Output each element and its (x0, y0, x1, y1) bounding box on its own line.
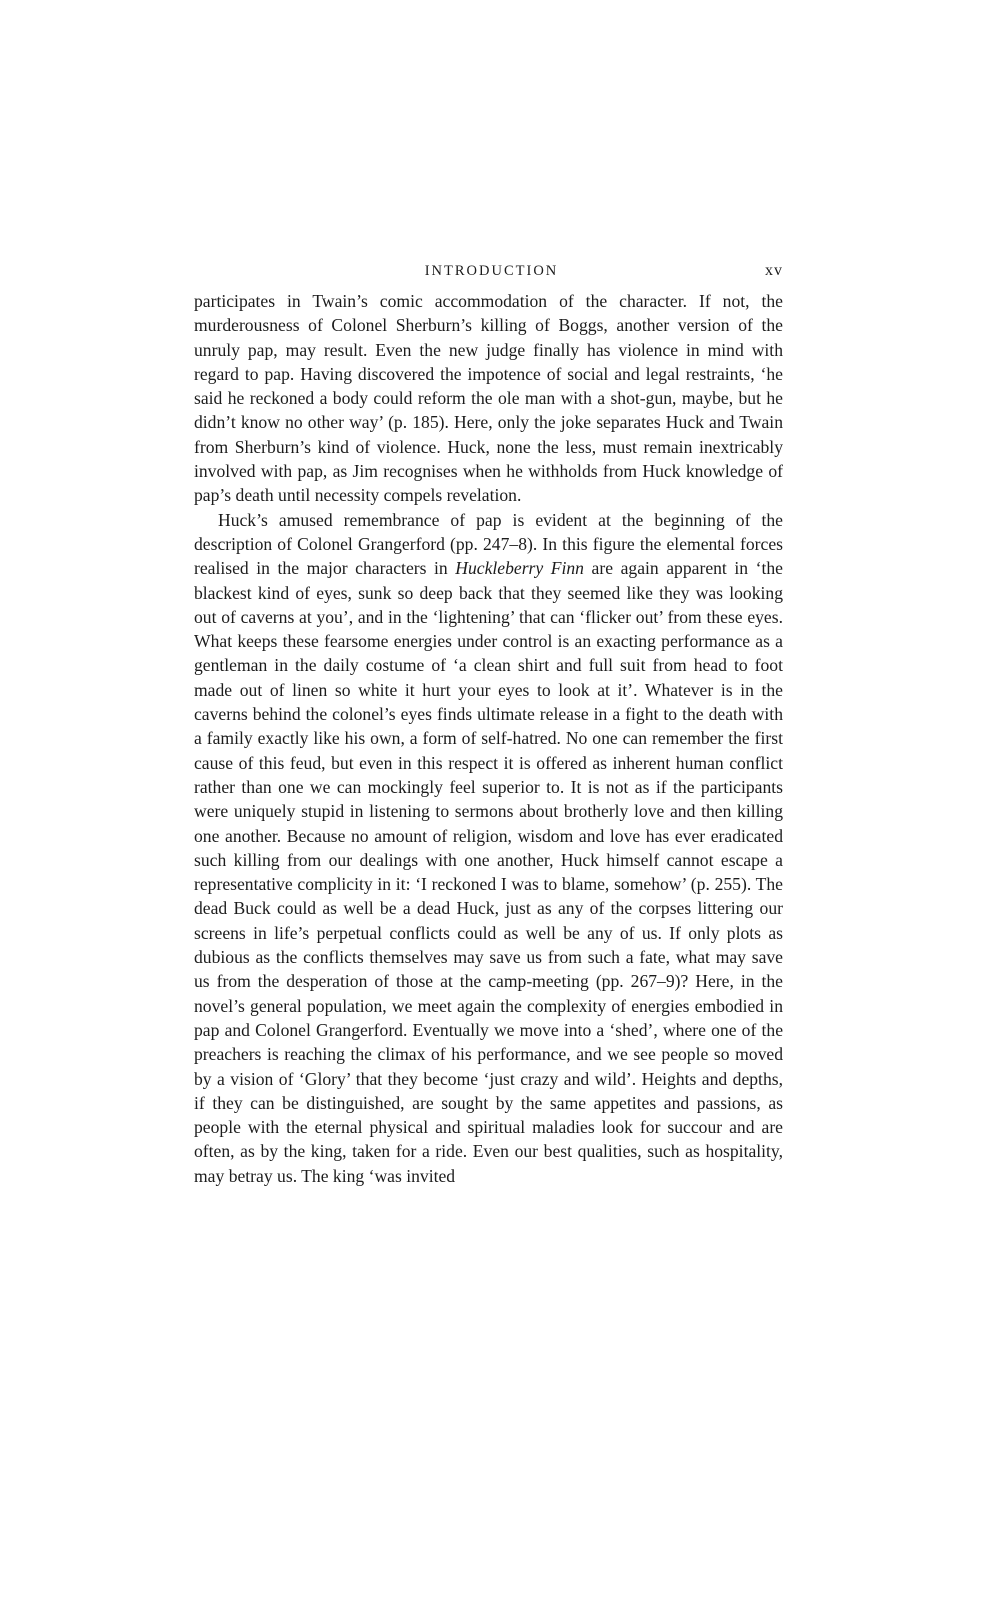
running-head (194, 260, 783, 282)
body-text (194, 289, 783, 1188)
paragraph-2 (194, 508, 783, 1188)
page-number: xv (765, 262, 783, 279)
running-head-title: INTRODUCTION (424, 263, 559, 279)
paragraph-2-part-1: Huck’s amused remembrance of pap is evident at the beginning of the description of Colonel Grangerford (pp. 247–8). In this figure the elemental forces realised in the major characters in (194, 509, 783, 579)
paragraph-1: participates in Twain’s comic accommodation of the character. If not, the murderousness of Colonel Sherburn’s killing of Boggs, another version of the unruly pap, may result. Even the new judge finally has violence in mind with regard to pap. Having discovered the impotence of social and legal restraints, ‘he said he reckoned a body could reform the ole man with a shot-gun, maybe, but he didn’t know no other way’ (p. 185). Here, only the joke separates Huck and Twain from Sherburn’s kind of violence. Huck, none the less, must remain inextricably involved with pap, as Jim recognises when he withholds from Huck knowledge of pap’s death until necessity compels revelation. (194, 291, 783, 506)
paragraph-2-part-2: are again apparent in ‘the blackest kind of eyes, sunk so deep back that they seemed like they was looking out of caverns at you’, and in the ‘lightening’ that can ‘flicker out’ from these eyes. What keeps these fearsome energies under control is an exacting performance as a gentleman in the daily costume of ‘a clean shirt and full suit from head to foot made out of linen so white it hurt your eyes to look at it’. Whatever is in the caverns behind the colonel’s eyes finds ultimate release in a fight to the death with a family exactly like his own, a form of self-hatred. No one can remember the first cause of this feud, but even in this respect it is offered as inherent human conflict rather than one we can mockingly feel superior to. It is not as if the participants were uniquely stupid in listening to sermons about brotherly love and then killing one another. Because no amount of religion, wisdom and love has ever eradicated such killing from our dealings with one another, Huck himself cannot escape a representative complicity in it: ‘I reckoned I was to blame, somehow’ (p. 255). The dead Buck could as well be a dead Huck, just as any of the corpses littering our screens in life’s perpetual conflicts could as well be any of us. If only plots as dubious as the conflicts themselves may save us from such a fate, what may save us from the desperation of those at the camp-meeting (pp. 267–9)? Here, in the novel’s general population, we meet again the complexity of energies embodied in pap and Colonel Grangerford. Eventually we move into a ‘shed’, where one of the preachers is reaching the climax of his performance, and we see people so moved by a vision of ‘Glory’ that they become ‘just crazy and wild’. Heights and depths, if they can be distinguished, are sought by the same appetites and passions, as people with the eternal physical and spiritual maladies look for succour and are often, as by the king, taken for a ride. Even our best qualities, such as hospitality, may betray us. The king ‘was invited (194, 558, 783, 1186)
book-title: Huckleberry Finn (455, 558, 584, 579)
